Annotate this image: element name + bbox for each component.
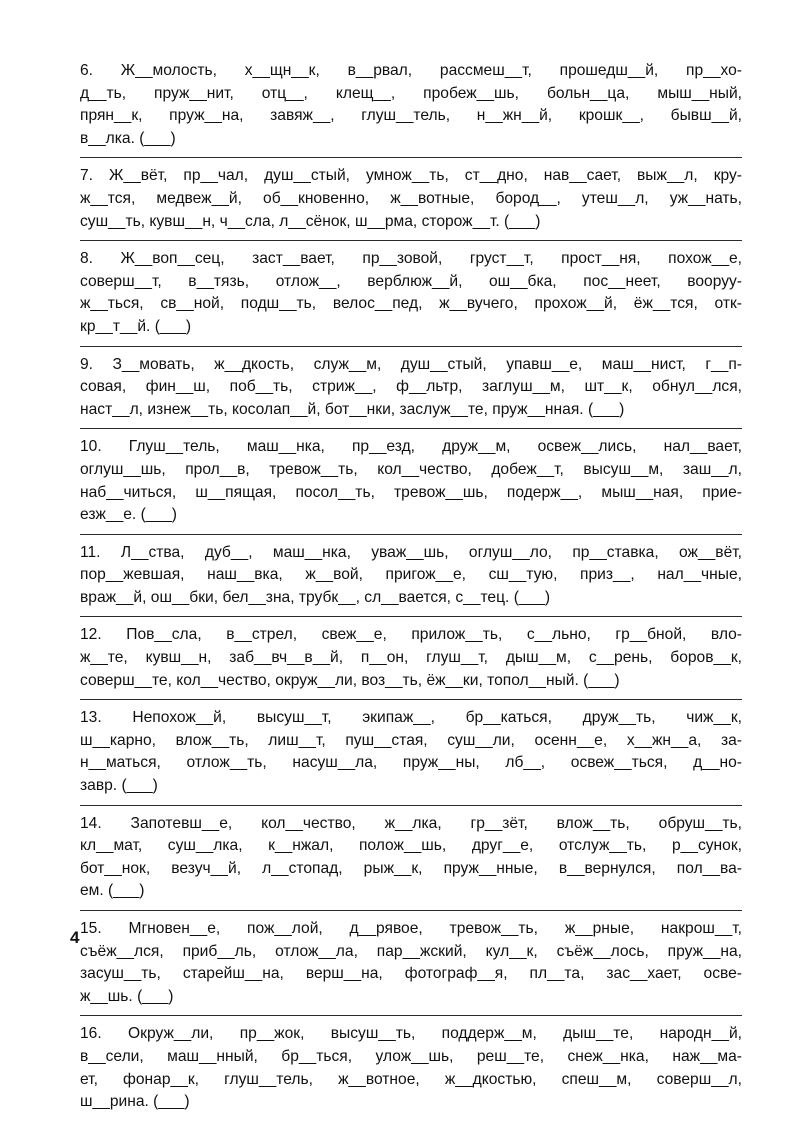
exercise-block (80, 1015, 742, 1120)
exercise-line: наб__читься, ш__пящая, посол__ть, тревож__шь, подерж__, мыш__ная, прие- (80, 483, 742, 501)
exercise-line: 7. Ж__вёт, пр__чал, душ__стый, умнож__ть, ст__дно, нав__сает, выж__л, кру- (80, 167, 742, 185)
exercise-block (80, 346, 742, 429)
exercise-line: кр__т__й. (___) (80, 317, 192, 335)
exercise-block (80, 699, 742, 804)
exercise-line: ж__шь. (___) (80, 987, 174, 1005)
exercise-line: 9. З__мовать, ж__дкость, служ__м, душ__стый, упавш__е, маш__нист, г__п- (80, 355, 742, 373)
exercise-line: в__лка. (___) (80, 129, 176, 147)
exercise-line: соверш__т, в__тязь, отлож__, верблюж__й, ош__бка, пос__неет, вооруу- (80, 272, 742, 290)
exercise-line: д__ть, пруж__нит, отц__, клещ__, пробеж__шь, больн__ца, мыш__ный, (80, 84, 742, 102)
exercise-line: прян__к, пруж__на, завяж__, глуш__тель, н__жн__й, крошк__, бывш__й, (80, 107, 742, 125)
exercise-line: 15. Мгновен__е, пож__лой, д__рявое, тревож__ть, ж__рные, накрош__т, (80, 920, 742, 937)
exercise-line: засуш__ть, старейш__на, верш__на, фотограф__я, пл__та, зас__хает, осве- (80, 965, 742, 983)
exercise-line: съёж__лся, приб__ль, отлож__ла, пар__жский, кул__к, съёж__лось, пруж__на, (80, 942, 742, 960)
exercise-line: 13. Непохож__й, высуш__т, экипаж__, бр__каться, друж__ть, чиж__к, (80, 709, 742, 727)
exercise-block (80, 805, 742, 910)
exercise-line: 16. Окруж__ли, пр__жок, высуш__ть, поддерж__м, дыш__те, народн__й, (80, 1025, 742, 1043)
exercise-line: н__маться, отлож__ть, насуш__ла, пруж__ны, лб__, освеж__ться, д__но- (80, 754, 742, 772)
exercise-line: езж__е. (___) (80, 506, 177, 524)
exercise-line: бот__нок, везуч__й, л__стопад, рыж__к, пруж__нные, в__вернулся, пол__ва- (80, 859, 742, 877)
exercise-line: завр. (___) (80, 777, 158, 795)
exercise-line: ем. (___) (80, 882, 145, 900)
page-number: 4 (70, 928, 80, 947)
exercise-line: 12. Пов__сла, в__стрел, свеж__е, прилож__ть, с__льно, гр__бной, вло- (80, 626, 742, 644)
exercise-line: ш__рина. (___) (80, 1093, 190, 1111)
exercise-line: суш__ть, кувш__н, ч__сла, л__сёнок, ш__рма, сторож__т. (___) (80, 212, 541, 230)
exercise-line: 10. Глуш__тель, маш__нка, пр__езд, друж__м, освеж__лись, нал__вает, (80, 438, 742, 456)
exercise-line: ж__тся, медвеж__й, об__кновенно, ж__вотные, бород__, утеш__л, уж__нать, (80, 189, 742, 207)
exercise-line: кл__мат, суш__лка, к__нжал, полож__шь, друг__е, отслуж__ть, р__сунок, (80, 837, 742, 855)
exercise-line: враж__й, ош__бки, бел__зна, трубк__, сл__вается, с__тец. (___) (80, 588, 551, 606)
exercise-line: ж__те, кувш__н, заб__вч__в__й, п__он, глуш__т, дыш__м, с__рень, боров__к, (80, 649, 742, 667)
exercise-line: оглуш__шь, прол__в, тревож__ть, кол__чество, добеж__т, высуш__м, заш__л, (80, 460, 742, 478)
exercise-list (80, 56, 742, 1121)
exercise-block (80, 157, 742, 240)
exercise-line: совая, фин__ш, поб__ть, стриж__, ф__льтр, заглуш__м, шт__к, обнул__лся, (80, 378, 742, 396)
exercise-block (80, 428, 742, 533)
exercise-line: в__сели, маш__нный, бр__ться, улож__шь, реш__те, снеж__нка, наж__ма- (80, 1047, 742, 1065)
exercise-block (80, 616, 742, 699)
exercise-line: 14. Запотевш__е, кол__чество, ж__лка, гр__зёт, влож__ть, обруш__ть, (80, 814, 742, 832)
exercise-line: наст__л, изнеж__ть, косолап__й, бот__нки, заслуж__те, пруж__нная. (___) (80, 400, 625, 418)
exercise-line: ет, фонар__к, глуш__тель, ж__вотное, ж__дкостью, спеш__м, соверш__л, (80, 1070, 742, 1088)
exercise-line: соверш__те, кол__чество, окруж__ли, воз__ть, ёж__ки, топол__ный. (___) (80, 671, 620, 689)
exercise-line: ш__карно, влож__ть, лиш__т, пуш__стая, суш__ли, осенн__е, х__жн__а, за- (80, 731, 742, 749)
exercise-line: ж__ться, св__ной, подш__ть, велос__пед, ж__вучего, прохож__й, ёж__тся, отк- (80, 295, 742, 313)
exercise-block (80, 56, 742, 157)
exercise-line: пор__жевшая, наш__вка, ж__вой, пригож__е, сш__тую, приз__, нал__чные, (80, 566, 742, 584)
exercise-line: 11. Л__ства, дуб__, маш__нка, уваж__шь, оглуш__ло, пр__ставка, ож__вёт, (80, 543, 742, 561)
exercise-line: 8. Ж__воп__сец, заст__вает, пр__зовой, груст__т, прост__ня, похож__е, (80, 250, 742, 268)
exercise-line: 6. Ж__молость, х__щн__к, в__рвал, рассмеш__т, прошедш__й, пр__хо- (80, 62, 742, 79)
exercise-block (80, 240, 742, 345)
exercise-block (80, 534, 742, 617)
